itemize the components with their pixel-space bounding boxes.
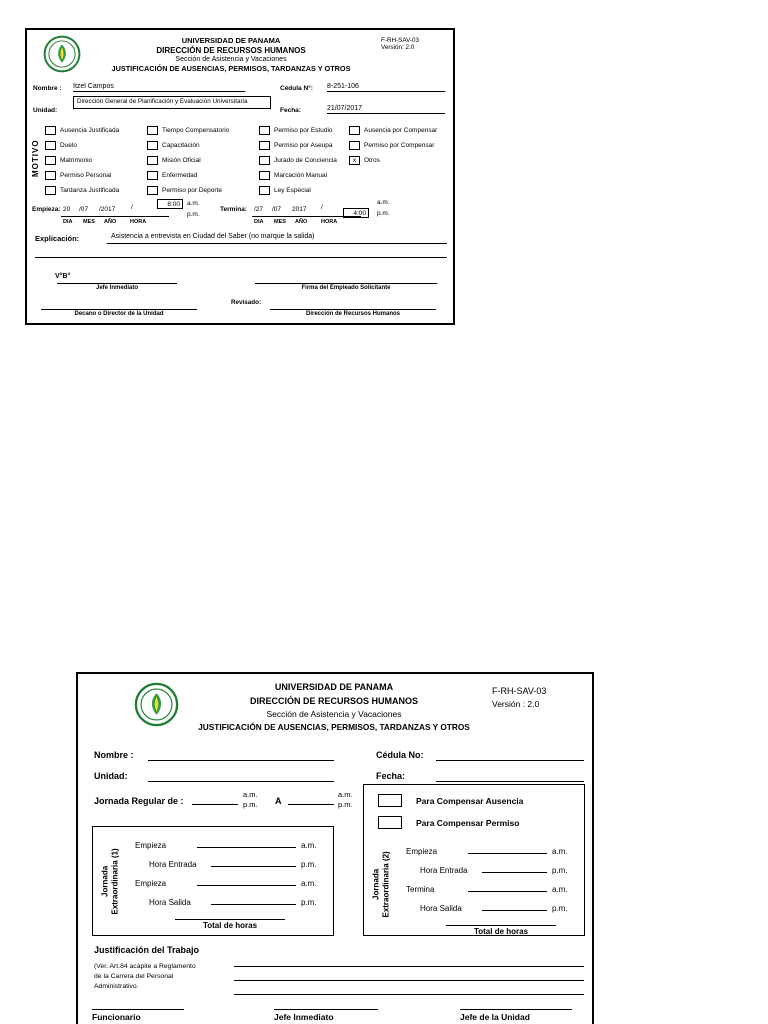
cedula-label: Cédula N°: [280,85,313,92]
form-title: JUSTIFICACIÓN DE AUSENCIAS, PERMISOS, TARDANZAS Y OTROS [111,64,351,73]
slash-separator: / [321,204,323,211]
entry-line[interactable] [468,891,547,892]
am-label: a.m. [338,790,353,799]
jornada1-row [131,869,333,888]
compensar-ausencia-row [378,794,574,807]
nombre-value[interactable]: Itzel Campos [73,83,245,92]
entry-line[interactable] [197,885,296,886]
jornada2-row [402,894,584,913]
ano-caption: AÑO [104,219,117,225]
motivo-option-otros [349,155,437,165]
checkbox[interactable] [45,171,56,180]
empieza-dia-value[interactable]: 20 [63,206,71,213]
jornada2-title-line1: Jornada [371,868,381,900]
checkbox[interactable] [147,186,158,195]
compensar-permiso-label: Para Compensar Permiso [416,817,520,828]
option-label: Permiso por Estudio [274,126,333,134]
entry-line[interactable] [482,910,547,911]
entry-line[interactable] [211,904,296,905]
jornada1-row [131,831,333,850]
jornada-extraordinaria-1 [92,826,334,936]
university-name: UNIVERSIDAD DE PANAMA [274,682,394,692]
row-unit: p.m. [552,904,568,913]
motivo-col3 [259,125,337,200]
option-label: Tiempo Compensatorio [162,126,230,134]
form-justificacion-filled [25,28,455,325]
entry-line[interactable] [482,872,547,873]
motivo-option [349,140,437,150]
sig-jefe-unidad [460,1008,572,1022]
jornada2-total [446,920,556,936]
entry-line[interactable] [211,866,296,867]
termina-date-line[interactable] [252,216,322,217]
note-line: Administrativo. [94,983,139,991]
form1-code-block [381,37,419,51]
row-unit: a.m. [301,879,317,888]
motivo-col2 [147,125,229,200]
sig-decano [41,308,197,317]
nombre-label: Nombre : [33,85,62,92]
explicacion-line-1[interactable] [107,243,447,244]
explicacion-label: Explicación: [35,234,80,243]
option-label: Capacitación [162,141,200,149]
jornada1-title-line2: Extraordinaria (1) [111,847,120,915]
motivo-col4 [349,125,437,170]
option-label: Misión Oficial [162,156,201,164]
checkbox[interactable] [259,186,270,195]
form1-header [91,36,371,73]
form-version: Versión : 2.0 [492,699,540,709]
checkbox[interactable] [349,126,360,135]
sig-firma-empleado [255,282,437,291]
row-label: Hora Salida [420,904,462,913]
motivo-option [147,185,229,195]
explicacion-value[interactable]: Asistencia a entrevista en Ciudad del Saber (no marque la salida) [111,233,315,240]
checkbox[interactable] [45,141,56,150]
form-justificacion-blank [76,672,594,1024]
total-label: Total de horas [473,927,529,936]
otros-checkbox-checked[interactable]: x [349,156,360,165]
university-logo [134,682,179,729]
row-unit: a.m. [301,841,317,850]
a-label: A [275,796,282,806]
compensar-ausencia-label: Para Compensar Ausencia [416,795,524,806]
university-name: UNIVERSIDAD DE PANAMA [181,36,281,45]
justificacion-note [94,962,234,993]
university-seal-icon [43,35,81,73]
note-line: de la Carrera del Personal [94,973,174,981]
entry-line[interactable] [197,847,296,848]
motivo-option [147,155,229,165]
option-label: Permiso por Aseupa [274,141,333,149]
checkbox[interactable] [45,186,56,195]
revisado-label: Revisado: [231,299,262,306]
justificacion-title: Justificación del Trabajo [94,945,200,955]
termina-label: Termina: [220,206,247,213]
motivo-option [45,125,119,135]
row-label: Hora Entrada [420,866,468,875]
jornada2-row [402,837,584,856]
motivo-option [147,125,229,135]
sig-label: Jefe Inmediato [95,285,138,291]
pm-label: p.m. [187,211,200,218]
form-code: F-RH-SAV-03 [492,686,547,696]
row-label: Empieza [135,879,167,888]
termina-hora-value[interactable]: 4:00 [343,208,369,218]
university-seal-icon [134,682,179,727]
motivo-option [349,125,437,135]
jornada1-row [131,888,333,907]
checkbox[interactable] [349,141,360,150]
sig-label: Dirección de Recursos Humanos [305,311,401,317]
sig-label: Jefe Inmediato [274,1012,334,1022]
am-label: a.m. [377,199,390,206]
checkbox[interactable] [147,126,158,135]
mes-caption: MES [83,219,95,225]
fecha-label: Fecha: [376,771,406,781]
form-code: F-RH-SAV-03 [381,37,420,44]
unidad-input[interactable] [148,770,334,782]
compensar-permiso-row [378,816,574,829]
checkbox[interactable] [147,171,158,180]
motivo-option [147,170,229,180]
justificacion-line-2[interactable] [234,980,584,981]
option-label: Permiso Personal [60,171,112,179]
form-version: Versión: 2.0 [381,44,415,51]
row-unit: p.m. [301,860,317,869]
checkbox[interactable] [147,141,158,150]
hora-caption: HORA [130,219,147,225]
row-label: Empieza [135,841,167,850]
sig-jefe-inmediato [57,282,177,291]
explicacion-line-2[interactable] [35,257,447,258]
row-label: Hora Entrada [149,860,197,869]
option-label: Permiso por Deporte [162,186,222,194]
option-label: Ley Especial [274,186,311,194]
checkbox[interactable] [147,156,158,165]
motivo-option [259,170,337,180]
row-unit: a.m. [552,885,568,894]
motivo-col1 [45,125,119,200]
checkbox[interactable] [259,126,270,135]
row-unit: p.m. [552,866,568,875]
jornada2-row [402,856,584,875]
jornada-regular-label: Jornada Regular de : [94,796,184,806]
motivo-option [45,155,119,165]
motivo-option [259,155,337,165]
motivo-option [259,185,337,195]
checkbox[interactable] [259,141,270,150]
motivo-label: MOTIVO [31,139,40,177]
fecha-input[interactable] [436,770,584,782]
entry-line[interactable] [468,853,547,854]
ampm-stack [243,790,258,810]
empieza-date-line[interactable] [61,216,131,217]
motivo-option [147,140,229,150]
motivo-option [259,125,337,135]
cedula-input[interactable] [436,749,584,761]
checkbox[interactable] [45,156,56,165]
option-label: Enfermedad [162,171,198,179]
justificacion-line-3[interactable] [234,994,584,995]
jornada1-total [175,914,285,930]
unidad-label: Unidad: [33,107,58,114]
empieza-ano-value[interactable]: /2017 [99,206,116,213]
fecha-label: Fecha: [280,107,301,114]
empieza-label: Empieza: [32,206,61,213]
checkbox[interactable] [45,126,56,135]
department-name: DIRECCIÓN DE RECURSOS HUMANOS [156,46,306,55]
nombre-label: Nombre : [94,750,134,760]
hora-caption: HORA [321,219,338,225]
pm-label: p.m. [243,799,258,809]
termina-ano-value[interactable]: 2017 [292,206,307,213]
unidad-label: Unidad: [94,771,128,781]
jornada2-title [364,833,400,935]
empieza-mes-value[interactable]: /07 [79,206,89,213]
jornada2-row [402,875,584,894]
nombre-input[interactable] [148,749,334,761]
pm-label: p.m. [377,210,390,217]
sig-label: Decano o Director de la Unidad [74,311,164,317]
mes-caption: MES [274,219,286,225]
form2-code-block [492,686,546,709]
form2-header [186,682,482,732]
empieza-hora-value[interactable]: 8:00 [157,199,183,209]
ampm-stack [338,790,353,810]
form-title: JUSTIFICACIÓN DE AUSENCIAS, PERMISOS, TARDANZAS Y OTROS [198,722,470,732]
termina-dia-value[interactable]: /27 [254,206,264,213]
total-label: Total de horas [202,921,258,930]
justificacion-line-1[interactable] [234,966,584,967]
option-label: Duelo [60,141,77,149]
option-label: Matrimonio [60,156,93,164]
option-label: Permiso por Compensar [364,141,435,149]
row-unit: a.m. [552,847,568,856]
unidad-value[interactable]: Dirección General de Planificación y Evaluación Universitaria [73,96,271,109]
termina-mes-value[interactable]: /07 [272,206,282,213]
jornada1-row [131,850,333,869]
empieza-hora-line[interactable] [123,216,169,217]
dia-caption: DIA [254,219,264,225]
option-label: Ausencia por Compensar [364,126,438,134]
option-label: Tardanza Justificada [60,186,120,194]
cedula-label: Cédula No: [376,750,424,760]
jornada-regular-start-input[interactable] [192,793,238,805]
jornada2-title-line2: Extraordinaria (2) [382,850,391,918]
motivo-option [45,140,119,150]
vobo-label: V°B° [55,273,71,280]
fecha-value[interactable]: 21/07/2017 [327,105,445,114]
checkbox[interactable] [259,171,270,180]
compensar-permiso-checkbox[interactable] [378,816,402,829]
checkbox[interactable] [259,156,270,165]
pm-label: p.m. [338,799,353,809]
motivo-option [259,140,337,150]
option-label: Ausencia Justificada [60,126,120,134]
row-label: Hora Salida [149,898,191,907]
jornada1-title-line1: Jornada [100,865,110,897]
option-label: Marcación Manual [274,171,328,179]
dia-caption: DIA [63,219,73,225]
department-name: DIRECCIÓN DE RECURSOS HUMANOS [249,696,418,706]
am-label: a.m. [187,200,200,207]
jornada-regular-end-input[interactable] [288,793,334,805]
sig-jefe-inmediato [274,1008,378,1022]
ano-caption: AÑO [295,219,308,225]
sig-label: Funcionario [92,1012,141,1022]
motivo-option [45,170,119,180]
right-panel-box [363,784,585,936]
option-label: Jurado de Conciencia [274,156,337,164]
cedula-value[interactable]: 8-251-106 [327,83,445,92]
university-logo [43,35,81,75]
row-label: Termina [406,885,435,894]
section-name: Sección de Asistencia y Vacaciones [175,56,287,63]
option-label: Otros [364,156,380,164]
sig-funcionario [92,1008,184,1022]
jornada-extraordinaria-2 [364,833,584,935]
compensar-ausencia-checkbox[interactable] [378,794,402,807]
motivo-option [45,185,119,195]
am-label: a.m. [243,790,258,799]
section-name: Sección de Asistencia y Vacaciones [266,709,402,719]
sig-label: Jefe de la Unidad [460,1012,530,1022]
sig-rrhh [270,308,436,317]
note-line: (Ver. Art.84 acápite a Reglamento [94,963,196,970]
slash-separator: / [131,204,133,211]
sig-label: Firma del Empleado Solicitante [301,285,391,291]
row-unit: p.m. [301,898,317,907]
jornada1-title [93,827,129,935]
row-label: Empieza [406,847,438,856]
